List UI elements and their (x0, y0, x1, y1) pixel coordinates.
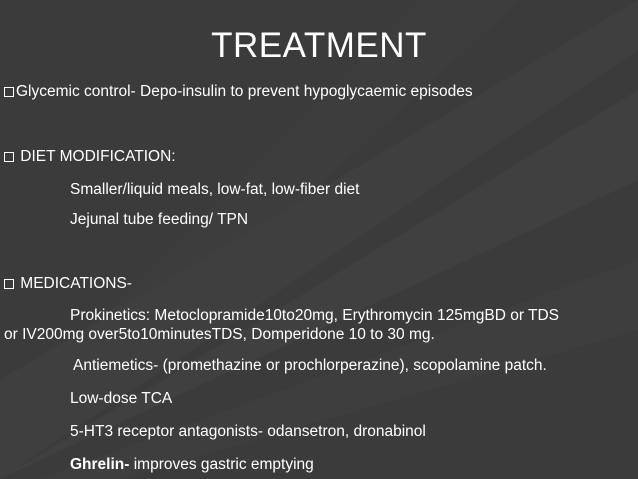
prokinetics-line-1: Prokinetics: Metoclopramide10to20mg, Erythromycin 125mgBD or TDS (70, 307, 560, 324)
bullet-diet-heading (4, 147, 176, 166)
checkbox-bullet-icon (4, 87, 14, 97)
ghrelin-line (70, 455, 314, 474)
slide-title: TREATMENT (211, 26, 427, 65)
diet-item: Smaller/liquid meals, low-fat, low-fiber diet (70, 181, 360, 198)
antiemetics-line: Antiemetics- (promethazine or prochlorperazine), scopolamine patch. (73, 357, 547, 374)
bullet-medications-heading (4, 274, 132, 293)
diet-heading-text: DIET MODIFICATION: (16, 148, 176, 165)
ghrelin-text: improves gastric emptying (129, 456, 314, 473)
tca-line: Low-dose TCA (70, 390, 173, 407)
ghrelin-label: Ghrelin- (70, 456, 130, 473)
checkbox-bullet-icon (4, 279, 14, 289)
medications-heading-text: MEDICATIONS- (16, 275, 132, 292)
prokinetics-line-2: or IV200mg over5to10minutesTDS, Domperidone 10 to 30 mg. (4, 326, 435, 343)
glycemic-text: Glycemic control- Depo-insulin to prevent hypoglycaemic episodes (16, 83, 473, 100)
diet-item: Jejunal tube feeding/ TPN (70, 211, 249, 228)
bullet-glycemic (4, 82, 473, 101)
ht3-line: 5-HT3 receptor antagonists- odansetron, dronabinol (70, 423, 426, 440)
checkbox-bullet-icon (4, 152, 14, 162)
